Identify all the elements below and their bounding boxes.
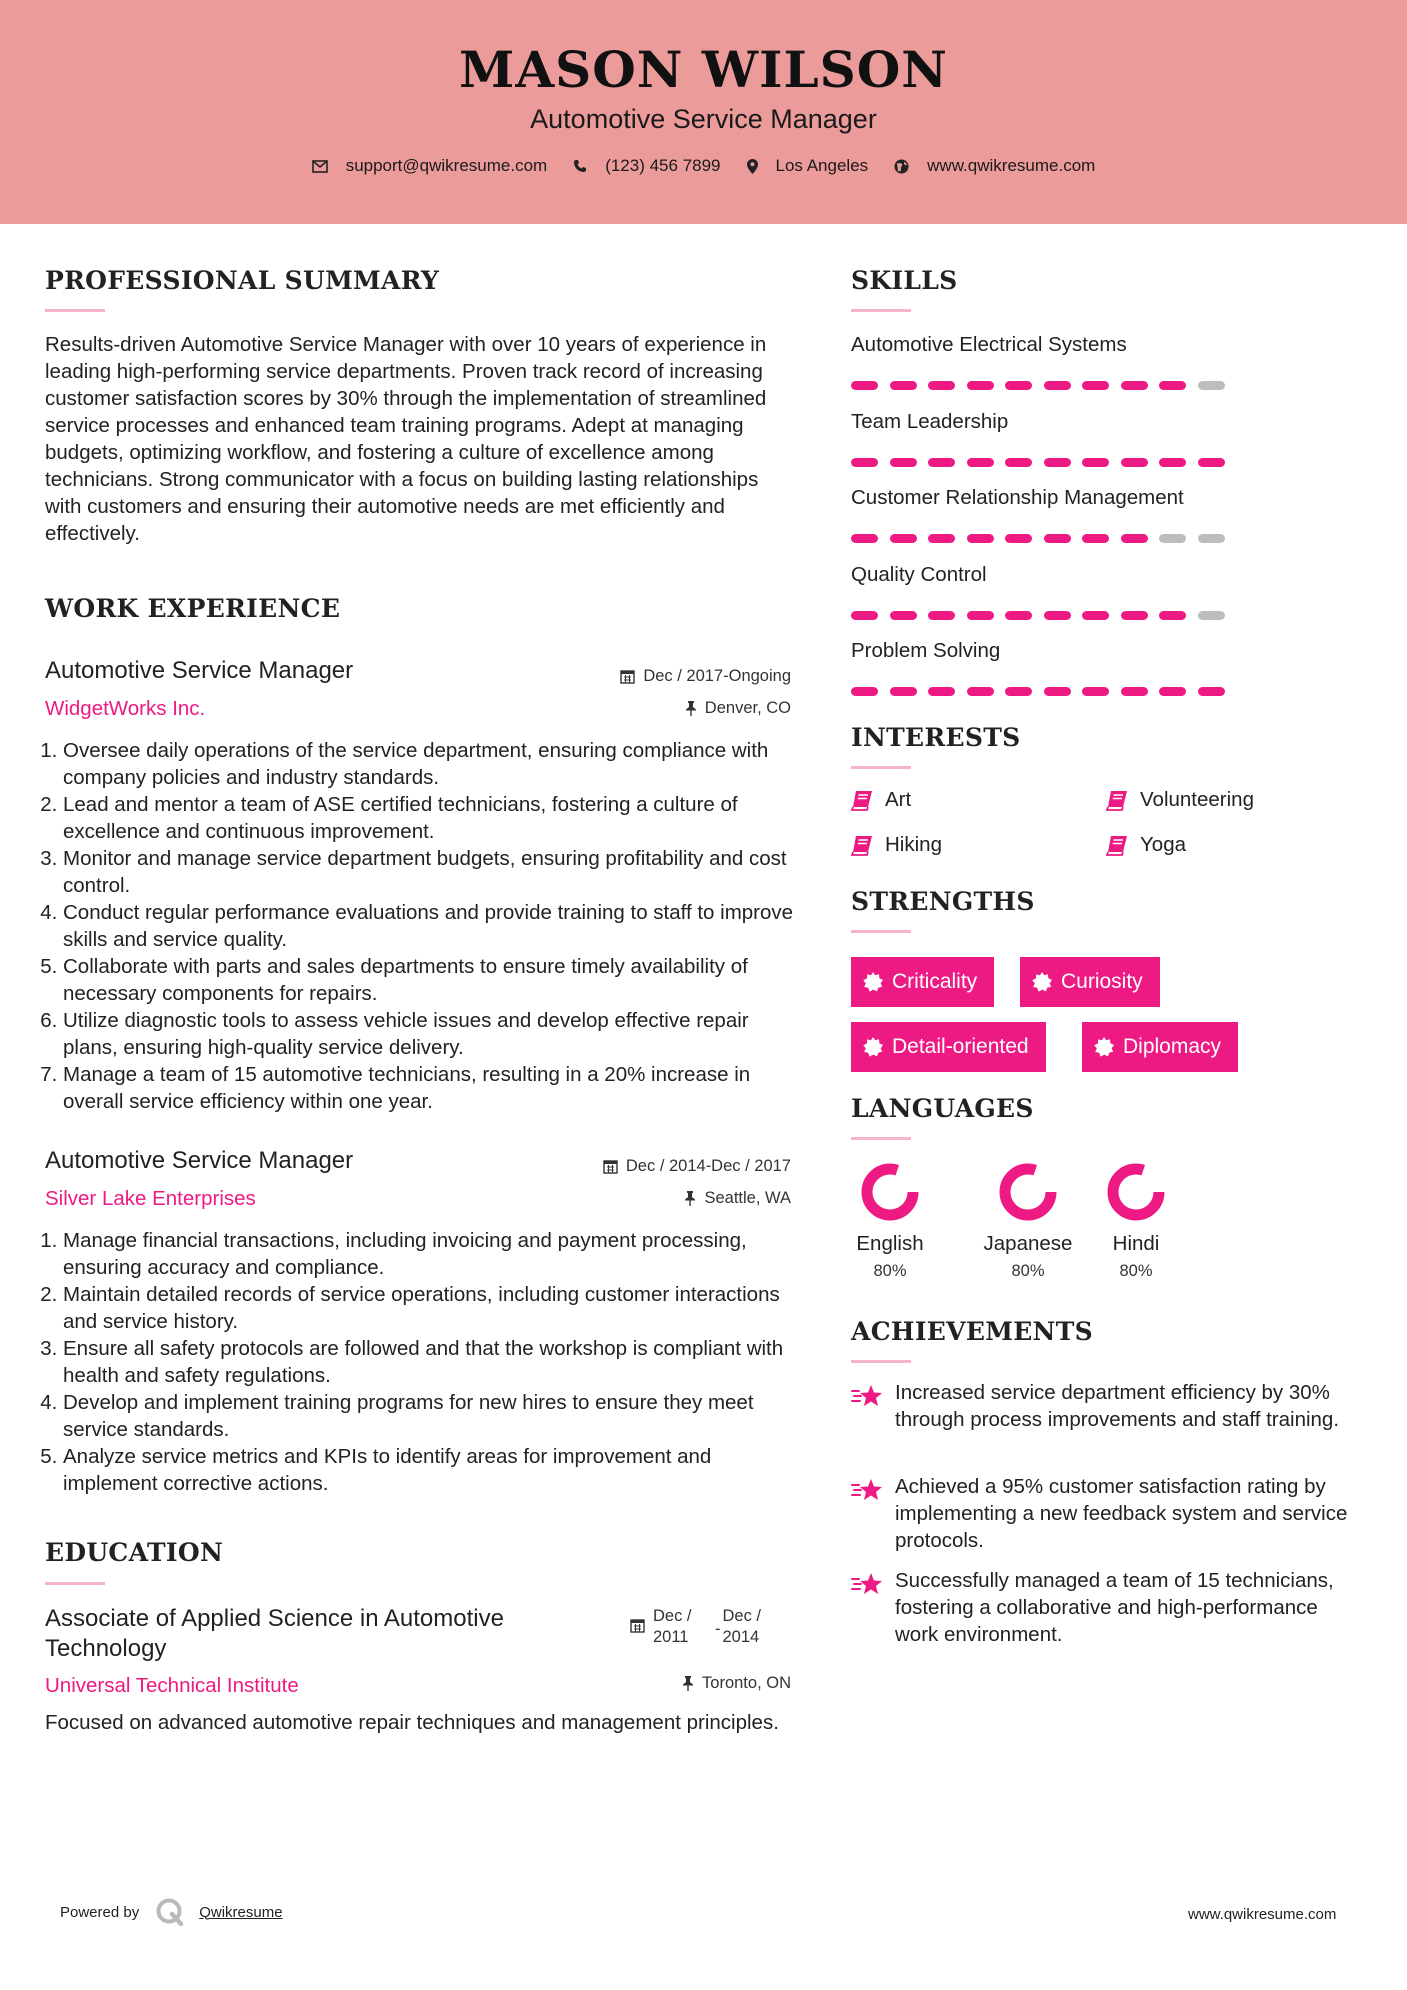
language-item [1106,1162,1166,1281]
education-description: Focused on advanced automotive repair techniques and management principles. [45,1711,779,1734]
skill-dash-filled [1044,458,1071,467]
skill-dash-filled [1005,458,1032,467]
achievements-heading: ACHIEVEMENTS [851,1317,1093,1346]
shooting-star-icon [851,1570,885,1598]
job-location [684,1189,791,1208]
shooting-star-icon [851,1476,885,1504]
skill-dash-filled [1082,381,1109,390]
skill-label: Automotive Electrical Systems [851,333,1127,356]
phone-icon [573,159,587,173]
list-item: 1. Oversee daily operations of the service department, ensuring compliance with company policies and industry standards. [63,737,805,791]
list-item: 1. Manage financial transactions, including invoicing and payment processing, ensuring accuracy and compliance. [63,1227,805,1281]
skill-dash-filled [1005,611,1032,620]
pushpin-icon [684,1191,696,1206]
job-date [603,1157,791,1176]
skill-dash-filled [967,611,994,620]
skill-dash-filled [1198,458,1225,467]
skill-label: Team Leadership [851,409,1009,433]
education-heading: EDUCATION [45,1538,224,1567]
interest-item [1106,833,1186,857]
contact-website[interactable] [894,156,1095,176]
contact-location-text: Los Angeles [775,156,869,175]
skill-dash-filled [1044,687,1071,696]
job-company: Silver Lake Enterprises [45,1187,256,1210]
language-ring [860,1162,920,1222]
job-title: Automotive Service Manager [45,657,354,684]
strengths-heading: STRENGTHS [851,887,1035,916]
skill-dash-filled [967,381,994,390]
contact-website-text: www.qwikresume.com [927,156,1096,175]
language-item [851,1162,929,1281]
skill-dash-filled [1082,687,1109,696]
experience-heading: WORK EXPERIENCE [45,594,341,623]
calendar-icon [620,669,635,684]
list-item: 2. Lead and mentor a team of ASE certified technicians, fostering a culture of excellence and continuous improvement. [63,791,805,845]
contact-email-text: support@qwikresume.com [345,156,548,175]
skill-dash-filled [890,458,917,467]
skill-dash-filled [1121,458,1148,467]
language-ring-fill [1005,1169,1051,1215]
education-date-start: Dec / 2011 [653,1607,692,1646]
calendar-icon [603,1159,618,1174]
skill-dash-filled [1198,687,1225,696]
interest-item [1106,788,1254,812]
book-icon [851,790,873,811]
interest-label: Art [885,788,912,811]
job-company: WidgetWorks Inc. [45,697,206,720]
skill-dash-filled [851,534,878,543]
language-ring [998,1162,1058,1222]
skill-dash-empty [1198,534,1225,543]
strength-label: Criticality [892,970,978,993]
skill-label: Problem Solving [851,639,1001,662]
interests-underline [851,766,911,769]
job-location-text: Seattle, WA [704,1189,791,1207]
skill-dash-filled [890,381,917,390]
interests-heading: INTERESTS [851,723,1021,752]
list-item: 3. Monitor and manage service department budgets, ensuring profitability and cost control. [63,845,805,899]
calendar-icon [630,1618,645,1633]
language-ring-fill [1113,1169,1159,1215]
shooting-star-icon [851,1382,885,1410]
book-icon [1106,835,1128,856]
language-percent: 80% [1119,1262,1153,1280]
skill-label: Quality Control [851,562,987,586]
skill-dash-filled [851,687,878,696]
language-percent: 80% [1011,1262,1045,1280]
skills-underline [851,309,911,312]
skill-dash-empty [1159,534,1186,543]
achievement-item [851,1379,1365,1433]
education-underline [45,1582,105,1585]
skill-level-bar [851,534,1236,543]
strength-tag [1082,1022,1238,1072]
skill-dash-filled [928,381,955,390]
list-item: 6. Utilize diagnostic tools to assess vehicle issues and develop effective repair plans, ensuring high-quality service delivery. [63,1007,805,1061]
skill-dash-filled [1044,381,1071,390]
skill-dash-filled [890,534,917,543]
skill-dash-filled [1082,458,1109,467]
skill-level-bar [851,687,1236,696]
skill-dash-filled [1121,534,1148,543]
language-name: Japanese [983,1232,1073,1255]
skill-dash-empty [1198,381,1225,390]
strength-tag [851,957,994,1007]
skill-dash-filled [1005,534,1032,543]
skill-dash-filled [1159,611,1186,620]
achievement-item [851,1473,1365,1554]
skill-dash-filled [928,534,955,543]
skill-dash-filled [1159,458,1186,467]
achievement-text: Increased service department efficiency by 30% through process improvements and staff training. [895,1381,1340,1431]
degree-title: Associate of Applied Science in Automotive Technology [45,1605,504,1662]
strength-tag [1020,957,1160,1007]
interest-item [851,788,911,812]
job-title: Automotive Service Manager [45,1147,354,1174]
language-percent: 80% [873,1262,907,1280]
education-location [682,1674,791,1693]
list-item: 7. Manage a team of 15 automotive technicians, resulting in a 20% increase in overall service efficiency within one year. [63,1061,805,1115]
contact-phone-text: (123) 456 7899 [605,156,721,175]
summary-text: Results-driven Automotive Service Manager with over 10 years of experience in leading high-performing service departments. Proven track record of increasing customer satisfaction scores by 30% through the implementation of streamlined service processes and enhanced team training programs. Adept at managing budgets, optimizing workflow, and fostering a culture of excellence among technicians. Strong communicator with a focus on building lasting relationships with customers and ensuring their automotive needs are met efficiently and effectively. [45,333,767,545]
contact-bar [0,156,1407,176]
language-item [978,1162,1078,1281]
education-location-text: Toronto, ON [702,1674,791,1692]
education-date-end: Dec / 2014 [722,1607,762,1646]
skill-dash-filled [890,687,917,696]
job-location [685,699,791,718]
candidate-name: MASON WILSON [459,40,948,99]
skill-dash-filled [1005,381,1032,390]
strength-label: Detail-oriented [892,1035,1029,1058]
book-icon [1106,790,1128,811]
strengths-underline [851,930,911,933]
skill-dash-filled [1082,611,1109,620]
language-ring [1106,1162,1166,1222]
skill-dash-empty [1198,611,1225,620]
badge-icon [863,972,883,992]
achievement-text: Achieved a 95% customer satisfaction rating by implementing a new feedback system and service protocols. [895,1475,1348,1552]
skill-dash-filled [1121,381,1148,390]
skill-dash-filled [1159,687,1186,696]
interest-label: Volunteering [1140,788,1254,811]
resume-header [0,0,1407,224]
skill-dash-filled [851,611,878,620]
interest-label: Hiking [885,833,942,856]
languages-heading: LANGUAGES [851,1094,1034,1123]
candidate-title: Automotive Service Manager [530,104,877,134]
skill-dash-filled [1159,381,1186,390]
skill-dash-filled [1005,687,1032,696]
job-date-text: Dec / 2014-Dec / 2017 [625,1157,791,1175]
skill-dash-filled [851,458,878,467]
contact-email[interactable] [312,156,548,176]
skill-dash-filled [1044,534,1071,543]
badge-icon [863,1037,883,1057]
list-item: 5. Analyze service metrics and KPIs to identify areas for improvement and implement corrective actions. [63,1443,805,1497]
school-name: Universal Technical Institute [45,1674,299,1697]
skill-level-bar [851,381,1236,390]
globe-icon [894,159,909,174]
strength-tag [851,1022,1046,1072]
list-item: 2. Maintain detailed records of service operations, including customer interactions and service history. [63,1281,805,1335]
language-ring-fill [867,1169,913,1215]
achievement-text: Successfully managed a team of 15 technicians, fostering a collaborative and high-performance work environment. [895,1569,1334,1646]
pushpin-icon [685,701,697,716]
skill-dash-filled [967,534,994,543]
powered-by-label: Powered by [60,1903,140,1921]
education-date-separator: - [715,1620,721,1638]
job-bullets [45,1227,805,1497]
footer-site[interactable]: www.qwikresume.com [1188,1906,1337,1923]
badge-icon [1094,1037,1114,1057]
language-name: English [856,1232,924,1255]
badge-icon [1032,972,1052,992]
skill-level-bar [851,458,1236,467]
qwikresume-link[interactable]: Qwikresume [199,1903,283,1921]
skill-label: Customer Relationship Management [851,486,1184,509]
map-pin-icon [747,159,758,174]
list-item: 4. Conduct regular performance evaluations and provide training to staff to improve skills and service quality. [63,899,805,953]
skill-dash-filled [928,687,955,696]
job-location-text: Denver, CO [704,699,791,717]
skill-dash-filled [967,687,994,696]
skills-heading: SKILLS [851,266,958,295]
contact-location [747,156,869,176]
languages-underline [851,1137,911,1140]
skill-dash-filled [967,458,994,467]
skill-dash-filled [890,611,917,620]
education-date [630,1606,771,1648]
achievement-item [851,1567,1365,1648]
list-item: 5. Collaborate with parts and sales departments to ensure timely availability of necessary components for repairs. [63,953,805,1007]
skill-dash-filled [928,458,955,467]
envelope-icon [312,160,328,173]
skill-dash-filled [1121,611,1148,620]
skill-dash-filled [1044,611,1071,620]
summary-heading: PROFESSIONAL SUMMARY [45,266,440,295]
job-date [620,667,791,686]
language-name: Hindi [1112,1232,1160,1255]
skill-level-bar [851,611,1236,620]
skill-dash-filled [851,381,878,390]
interest-label: Yoga [1140,833,1186,856]
list-item: 4. Develop and implement training programs for new hires to ensure they meet service standards. [63,1389,805,1443]
achievements-underline [851,1360,911,1363]
skill-dash-filled [1082,534,1109,543]
qwikresume-logo-icon [155,1897,185,1927]
job-bullets [45,737,805,1115]
job-date-text: Dec / 2017-Ongoing [643,667,791,685]
contact-phone[interactable] [573,156,720,176]
list-item: 3. Ensure all safety protocols are followed and that the workshop is compliant with health and safety regulations. [63,1335,805,1389]
summary-underline [45,309,105,312]
strength-label: Curiosity [1061,970,1143,993]
skill-dash-filled [1121,687,1148,696]
interest-item [851,833,942,857]
pushpin-icon [682,1676,694,1691]
skill-dash-filled [928,611,955,620]
strength-label: Diplomacy [1123,1035,1222,1058]
footer-powered-by [60,1897,283,1927]
book-icon [851,835,873,856]
